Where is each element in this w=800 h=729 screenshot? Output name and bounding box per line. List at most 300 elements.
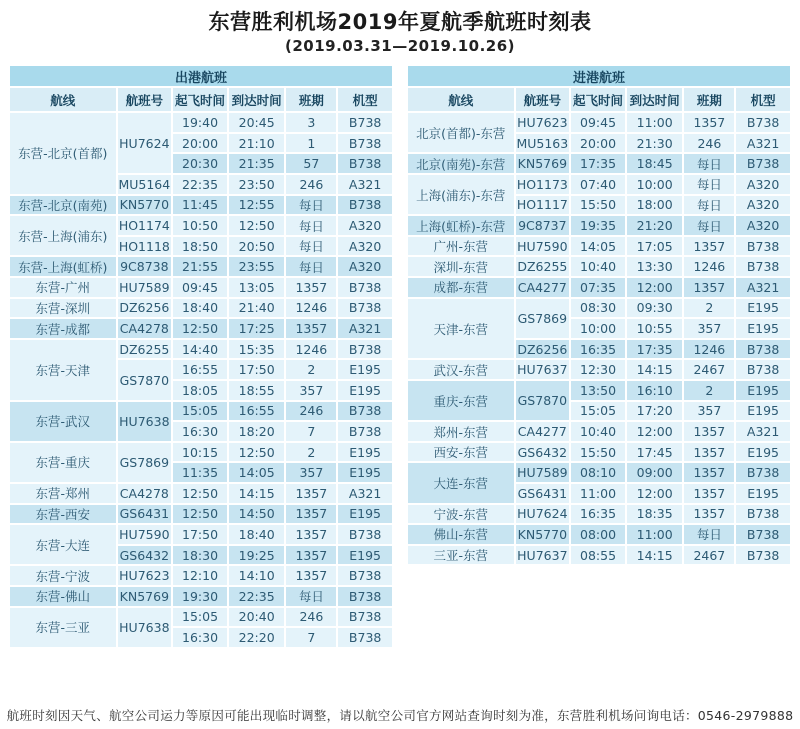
aircraft-type-cell: B738 bbox=[735, 359, 791, 380]
arrival-time-cell: 22:35 bbox=[228, 586, 286, 607]
aircraft-type-cell: E195 bbox=[735, 483, 791, 504]
arrival-time-cell: 12:00 bbox=[626, 421, 684, 442]
flight-no-cell: HU7624 bbox=[515, 504, 571, 525]
aircraft-type-cell: A321 bbox=[735, 133, 791, 154]
aircraft-type-cell: B738 bbox=[337, 133, 393, 154]
frequency-cell: 每日 bbox=[285, 236, 337, 257]
aircraft-type-cell: E195 bbox=[735, 442, 791, 463]
aircraft-type-cell: A320 bbox=[735, 174, 791, 195]
arrival-time-cell: 22:20 bbox=[228, 627, 286, 648]
page-title: 东营胜利机场2019年夏航季航班时刻表 bbox=[208, 10, 592, 34]
arrival-time-cell: 13:30 bbox=[626, 256, 684, 277]
departure-time-cell: 07:35 bbox=[570, 277, 626, 298]
flight-no-cell: HU7589 bbox=[515, 462, 571, 483]
departure-time-cell: 12:50 bbox=[172, 504, 228, 525]
frequency-cell: 2 bbox=[285, 442, 337, 463]
aircraft-type-cell: B738 bbox=[337, 112, 393, 133]
frequency-cell: 1246 bbox=[285, 339, 337, 360]
route-cell: 郑州-东营 bbox=[407, 421, 515, 442]
departure-time-cell: 16:35 bbox=[570, 504, 626, 525]
departure-time-cell: 19:30 bbox=[172, 586, 228, 607]
aircraft-type-cell: B738 bbox=[735, 524, 791, 545]
flight-no-cell: CA4278 bbox=[117, 483, 173, 504]
arrival-time-cell: 17:05 bbox=[626, 236, 684, 257]
arrival-time-cell: 17:35 bbox=[626, 339, 684, 360]
flight-row bbox=[9, 565, 393, 586]
column-header-departure-time: 起飞时间 bbox=[172, 87, 228, 112]
frequency-cell: 7 bbox=[285, 421, 337, 442]
frequency-cell: 1357 bbox=[285, 277, 337, 298]
arrival-time-cell: 12:00 bbox=[626, 483, 684, 504]
flight-no-cell: KN5769 bbox=[117, 586, 173, 607]
aircraft-type-cell: E195 bbox=[337, 545, 393, 566]
frequency-cell: 1357 bbox=[683, 277, 735, 298]
flight-row bbox=[9, 215, 393, 236]
departure-time-cell: 21:55 bbox=[172, 256, 228, 277]
flight-no-cell: GS7869 bbox=[117, 442, 173, 483]
flight-no-cell: HU7638 bbox=[117, 401, 173, 442]
aircraft-type-cell: B738 bbox=[337, 565, 393, 586]
route-cell: 东营-重庆 bbox=[9, 442, 117, 483]
departure-time-cell: 16:35 bbox=[570, 339, 626, 360]
route-cell: 东营-郑州 bbox=[9, 483, 117, 504]
route-cell: 北京(首都)-东营 bbox=[407, 112, 515, 153]
departure-time-cell: 17:35 bbox=[570, 153, 626, 174]
departure-time-cell: 13:50 bbox=[570, 380, 626, 401]
arrival-time-cell: 21:35 bbox=[228, 153, 286, 174]
column-header-route: 航线 bbox=[9, 87, 117, 112]
departure-time-cell: 08:10 bbox=[570, 462, 626, 483]
route-cell: 东营-武汉 bbox=[9, 401, 117, 442]
column-header-aircraft-type: 机型 bbox=[735, 87, 791, 112]
flight-no-cell: GS6431 bbox=[117, 504, 173, 525]
aircraft-type-cell: B738 bbox=[735, 256, 791, 277]
departure-time-cell: 16:30 bbox=[172, 627, 228, 648]
flight-row bbox=[407, 256, 791, 277]
arrival-time-cell: 14:15 bbox=[626, 545, 684, 566]
aircraft-type-cell: B738 bbox=[337, 195, 393, 216]
flight-row bbox=[407, 215, 791, 236]
flight-no-cell: DZ6256 bbox=[515, 339, 571, 360]
aircraft-type-cell: A321 bbox=[735, 277, 791, 298]
frequency-cell: 3 bbox=[285, 112, 337, 133]
route-cell: 佛山-东营 bbox=[407, 524, 515, 545]
flight-no-cell: HU7623 bbox=[117, 565, 173, 586]
aircraft-type-cell: E195 bbox=[337, 359, 393, 380]
route-cell: 东营-北京(首都) bbox=[9, 112, 117, 194]
arrival-time-cell: 19:25 bbox=[228, 545, 286, 566]
flight-row bbox=[9, 256, 393, 277]
column-header-arrival-time: 到达时间 bbox=[228, 87, 286, 112]
column-header-departure-time: 起飞时间 bbox=[570, 87, 626, 112]
flight-no-cell: GS7869 bbox=[515, 298, 571, 339]
frequency-cell: 1357 bbox=[683, 442, 735, 463]
arrival-time-cell: 12:50 bbox=[228, 215, 286, 236]
flight-row bbox=[9, 339, 393, 360]
arrival-time-cell: 17:50 bbox=[228, 359, 286, 380]
arrival-time-cell: 14:15 bbox=[228, 483, 286, 504]
arrival-time-cell: 21:20 bbox=[626, 215, 684, 236]
page-subtitle: (2019.03.31—2019.10.26) bbox=[285, 37, 515, 56]
flight-row bbox=[9, 586, 393, 607]
flight-no-cell: GS7870 bbox=[117, 359, 173, 400]
flight-row bbox=[407, 359, 791, 380]
aircraft-type-cell: A320 bbox=[735, 195, 791, 216]
flight-row bbox=[407, 112, 791, 133]
aircraft-type-cell: B738 bbox=[735, 236, 791, 257]
route-cell: 北京(南苑)-东营 bbox=[407, 153, 515, 174]
aircraft-type-cell: B738 bbox=[337, 401, 393, 422]
column-header-flight-no: 航班号 bbox=[515, 87, 571, 112]
aircraft-type-cell: B738 bbox=[337, 277, 393, 298]
flight-row bbox=[9, 607, 393, 628]
arrival-time-cell: 18:45 bbox=[626, 153, 684, 174]
frequency-cell: 每日 bbox=[683, 195, 735, 216]
departure-time-cell: 20:30 bbox=[172, 153, 228, 174]
aircraft-type-cell: B738 bbox=[337, 153, 393, 174]
frequency-cell: 每日 bbox=[683, 524, 735, 545]
route-cell: 东营-深圳 bbox=[9, 298, 117, 319]
flight-row bbox=[407, 153, 791, 174]
flight-no-cell: HU7623 bbox=[515, 112, 571, 133]
arrival-time-cell: 12:50 bbox=[228, 442, 286, 463]
frequency-cell: 1 bbox=[285, 133, 337, 154]
aircraft-type-cell: E195 bbox=[735, 298, 791, 319]
flight-row bbox=[407, 504, 791, 525]
departure-time-cell: 10:40 bbox=[570, 256, 626, 277]
route-cell: 重庆-东营 bbox=[407, 380, 515, 421]
tables-container bbox=[0, 64, 800, 648]
departure-time-cell: 12:30 bbox=[570, 359, 626, 380]
flight-no-cell: CA4277 bbox=[515, 421, 571, 442]
departure-time-cell: 11:35 bbox=[172, 462, 228, 483]
frequency-cell: 1246 bbox=[683, 256, 735, 277]
flight-no-cell: KN5770 bbox=[515, 524, 571, 545]
departures-table-body bbox=[9, 112, 393, 647]
departure-time-cell: 18:50 bbox=[172, 236, 228, 257]
flight-no-cell: HU7590 bbox=[117, 524, 173, 545]
flight-row bbox=[407, 174, 791, 195]
departure-time-cell: 18:30 bbox=[172, 545, 228, 566]
aircraft-type-cell: A320 bbox=[337, 256, 393, 277]
aircraft-type-cell: E195 bbox=[735, 401, 791, 422]
aircraft-type-cell: B738 bbox=[735, 545, 791, 566]
departures-table-title: 出港航班 bbox=[9, 65, 393, 87]
aircraft-type-cell: B738 bbox=[337, 421, 393, 442]
frequency-cell: 357 bbox=[285, 380, 337, 401]
flight-no-cell: KN5769 bbox=[515, 153, 571, 174]
arrival-time-cell: 17:45 bbox=[626, 442, 684, 463]
frequency-cell: 1357 bbox=[683, 483, 735, 504]
aircraft-type-cell: A320 bbox=[735, 215, 791, 236]
frequency-cell: 7 bbox=[285, 627, 337, 648]
arrival-time-cell: 18:20 bbox=[228, 421, 286, 442]
arrival-time-cell: 18:00 bbox=[626, 195, 684, 216]
aircraft-type-cell: B738 bbox=[337, 627, 393, 648]
flight-no-cell: GS6431 bbox=[515, 483, 571, 504]
aircraft-type-cell: A321 bbox=[337, 483, 393, 504]
departure-time-cell: 09:45 bbox=[570, 112, 626, 133]
flight-no-cell: MU5164 bbox=[117, 174, 173, 195]
aircraft-type-cell: E195 bbox=[735, 380, 791, 401]
route-cell: 东营-上海(浦东) bbox=[9, 215, 117, 256]
route-cell: 上海(浦东)-东营 bbox=[407, 174, 515, 215]
frequency-cell: 246 bbox=[285, 174, 337, 195]
flight-no-cell: CA4278 bbox=[117, 318, 173, 339]
arrival-time-cell: 14:10 bbox=[228, 565, 286, 586]
departure-time-cell: 10:15 bbox=[172, 442, 228, 463]
flight-row bbox=[9, 318, 393, 339]
frequency-cell: 每日 bbox=[683, 174, 735, 195]
frequency-cell: 1357 bbox=[683, 504, 735, 525]
departure-time-cell: 16:55 bbox=[172, 359, 228, 380]
route-cell: 东营-天津 bbox=[9, 339, 117, 401]
flight-no-cell: DZ6255 bbox=[515, 256, 571, 277]
flight-row bbox=[407, 277, 791, 298]
flight-row bbox=[407, 442, 791, 463]
departure-time-cell: 09:45 bbox=[172, 277, 228, 298]
departure-time-cell: 18:40 bbox=[172, 298, 228, 319]
route-cell: 东营-佛山 bbox=[9, 586, 117, 607]
departure-time-cell: 12:50 bbox=[172, 318, 228, 339]
flight-no-cell: HO1174 bbox=[117, 215, 173, 236]
arrival-time-cell: 09:00 bbox=[626, 462, 684, 483]
route-cell: 东营-大连 bbox=[9, 524, 117, 565]
route-cell: 东营-广州 bbox=[9, 277, 117, 298]
aircraft-type-cell: B738 bbox=[735, 504, 791, 525]
frequency-cell: 1357 bbox=[285, 524, 337, 545]
flight-row bbox=[407, 462, 791, 483]
aircraft-type-cell: E195 bbox=[337, 442, 393, 463]
frequency-cell: 1357 bbox=[285, 504, 337, 525]
column-header-route: 航线 bbox=[407, 87, 515, 112]
flight-no-cell: HU7589 bbox=[117, 277, 173, 298]
flight-row bbox=[9, 504, 393, 525]
route-cell: 东营-成都 bbox=[9, 318, 117, 339]
arrival-time-cell: 12:55 bbox=[228, 195, 286, 216]
departure-time-cell: 14:05 bbox=[570, 236, 626, 257]
frequency-cell: 每日 bbox=[285, 256, 337, 277]
aircraft-type-cell: B738 bbox=[337, 607, 393, 628]
departure-time-cell: 11:45 bbox=[172, 195, 228, 216]
flight-no-cell: HU7638 bbox=[117, 607, 173, 648]
frequency-cell: 246 bbox=[285, 401, 337, 422]
frequency-cell: 每日 bbox=[285, 586, 337, 607]
arrival-time-cell: 20:40 bbox=[228, 607, 286, 628]
frequency-cell: 2 bbox=[285, 359, 337, 380]
aircraft-type-cell: E195 bbox=[337, 504, 393, 525]
departure-time-cell: 15:50 bbox=[570, 195, 626, 216]
arrival-time-cell: 20:45 bbox=[228, 112, 286, 133]
footer-note: 航班时刻因天气、航空公司运力等原因可能出现临时调整，请以航空公司官方网站查询时刻为准，东营胜利机场问询电话：0546-2979888 bbox=[6, 708, 794, 723]
aircraft-type-cell: A321 bbox=[337, 318, 393, 339]
aircraft-type-cell: B738 bbox=[735, 153, 791, 174]
arrival-time-cell: 17:20 bbox=[626, 401, 684, 422]
frequency-cell: 1357 bbox=[683, 462, 735, 483]
departure-time-cell: 15:05 bbox=[172, 401, 228, 422]
arrival-time-cell: 14:50 bbox=[228, 504, 286, 525]
departure-time-cell: 10:40 bbox=[570, 421, 626, 442]
departure-time-cell: 18:05 bbox=[172, 380, 228, 401]
departure-time-cell: 12:10 bbox=[172, 565, 228, 586]
departure-time-cell: 07:40 bbox=[570, 174, 626, 195]
route-cell: 广州-东营 bbox=[407, 236, 515, 257]
frequency-cell: 1357 bbox=[285, 565, 337, 586]
aircraft-type-cell: A321 bbox=[337, 174, 393, 195]
departure-time-cell: 22:35 bbox=[172, 174, 228, 195]
flight-row bbox=[9, 483, 393, 504]
departures-table bbox=[8, 64, 394, 648]
departure-time-cell: 19:35 bbox=[570, 215, 626, 236]
arrival-time-cell: 12:00 bbox=[626, 277, 684, 298]
frequency-cell: 1357 bbox=[285, 318, 337, 339]
departure-time-cell: 08:55 bbox=[570, 545, 626, 566]
arrival-time-cell: 20:50 bbox=[228, 236, 286, 257]
frequency-cell: 2467 bbox=[683, 359, 735, 380]
departure-time-cell: 16:30 bbox=[172, 421, 228, 442]
flight-row bbox=[407, 524, 791, 545]
departure-time-cell: 15:05 bbox=[172, 607, 228, 628]
flight-no-cell: HU7637 bbox=[515, 545, 571, 566]
arrival-time-cell: 10:00 bbox=[626, 174, 684, 195]
column-header-aircraft-type: 机型 bbox=[337, 87, 393, 112]
arrivals-table bbox=[406, 64, 792, 566]
arrival-time-cell: 23:50 bbox=[228, 174, 286, 195]
frequency-cell: 1357 bbox=[285, 545, 337, 566]
arrival-time-cell: 11:00 bbox=[626, 524, 684, 545]
departure-time-cell: 10:50 bbox=[172, 215, 228, 236]
frequency-cell: 1246 bbox=[683, 339, 735, 360]
arrival-time-cell: 13:05 bbox=[228, 277, 286, 298]
flight-no-cell: HO1118 bbox=[117, 236, 173, 257]
frequency-cell: 2 bbox=[683, 298, 735, 319]
flight-no-cell: GS6432 bbox=[117, 545, 173, 566]
flight-row bbox=[407, 421, 791, 442]
frequency-cell: 每日 bbox=[683, 153, 735, 174]
frequency-cell: 1357 bbox=[683, 236, 735, 257]
flight-no-cell: HO1173 bbox=[515, 174, 571, 195]
frequency-cell: 357 bbox=[285, 462, 337, 483]
frequency-cell: 1357 bbox=[683, 112, 735, 133]
route-cell: 东营-上海(虹桥) bbox=[9, 256, 117, 277]
arrivals-table-body bbox=[407, 112, 791, 565]
arrival-time-cell: 16:10 bbox=[626, 380, 684, 401]
departure-time-cell: 19:40 bbox=[172, 112, 228, 133]
route-cell: 宁波-东营 bbox=[407, 504, 515, 525]
arrival-time-cell: 18:40 bbox=[228, 524, 286, 545]
flight-no-cell: HU7590 bbox=[515, 236, 571, 257]
flight-no-cell: GS6432 bbox=[515, 442, 571, 463]
aircraft-type-cell: A321 bbox=[735, 421, 791, 442]
column-header-frequency: 班期 bbox=[683, 87, 735, 112]
arrival-time-cell: 10:55 bbox=[626, 318, 684, 339]
frequency-cell: 1357 bbox=[683, 421, 735, 442]
aircraft-type-cell: B738 bbox=[735, 112, 791, 133]
flight-row bbox=[407, 545, 791, 566]
departure-time-cell: 17:50 bbox=[172, 524, 228, 545]
flight-no-cell: HU7637 bbox=[515, 359, 571, 380]
aircraft-type-cell: A320 bbox=[337, 215, 393, 236]
flight-row bbox=[9, 298, 393, 319]
route-cell: 东营-北京(南苑) bbox=[9, 195, 117, 216]
arrival-time-cell: 14:15 bbox=[626, 359, 684, 380]
route-cell: 东营-宁波 bbox=[9, 565, 117, 586]
flight-row bbox=[9, 277, 393, 298]
frequency-cell: 246 bbox=[285, 607, 337, 628]
departure-time-cell: 08:00 bbox=[570, 524, 626, 545]
flight-no-cell: GS7870 bbox=[515, 380, 571, 421]
route-cell: 深圳-东营 bbox=[407, 256, 515, 277]
route-cell: 上海(虹桥)-东营 bbox=[407, 215, 515, 236]
departure-time-cell: 08:30 bbox=[570, 298, 626, 319]
flight-row bbox=[9, 442, 393, 463]
arrival-time-cell: 14:05 bbox=[228, 462, 286, 483]
flight-no-cell: MU5163 bbox=[515, 133, 571, 154]
aircraft-type-cell: E195 bbox=[337, 462, 393, 483]
arrival-time-cell: 18:55 bbox=[228, 380, 286, 401]
flight-row bbox=[407, 236, 791, 257]
departure-time-cell: 20:00 bbox=[570, 133, 626, 154]
frequency-cell: 每日 bbox=[285, 195, 337, 216]
flight-row bbox=[9, 524, 393, 545]
frequency-cell: 1246 bbox=[285, 298, 337, 319]
departure-time-cell: 14:40 bbox=[172, 339, 228, 360]
route-cell: 大连-东营 bbox=[407, 462, 515, 503]
aircraft-type-cell: B738 bbox=[735, 339, 791, 360]
arrival-time-cell: 21:30 bbox=[626, 133, 684, 154]
frequency-cell: 357 bbox=[683, 401, 735, 422]
frequency-cell: 357 bbox=[683, 318, 735, 339]
route-cell: 东营-三亚 bbox=[9, 607, 117, 648]
departure-time-cell: 10:00 bbox=[570, 318, 626, 339]
flight-no-cell: HU7624 bbox=[117, 112, 173, 174]
flight-no-cell: 9C8737 bbox=[515, 215, 571, 236]
arrival-time-cell: 11:00 bbox=[626, 112, 684, 133]
route-cell: 东营-西安 bbox=[9, 504, 117, 525]
flight-no-cell: CA4277 bbox=[515, 277, 571, 298]
route-cell: 天津-东营 bbox=[407, 298, 515, 360]
arrival-time-cell: 17:25 bbox=[228, 318, 286, 339]
aircraft-type-cell: B738 bbox=[337, 586, 393, 607]
arrival-time-cell: 09:30 bbox=[626, 298, 684, 319]
aircraft-type-cell: E195 bbox=[735, 318, 791, 339]
column-header-arrival-time: 到达时间 bbox=[626, 87, 684, 112]
frequency-cell: 2 bbox=[683, 380, 735, 401]
arrival-time-cell: 23:55 bbox=[228, 256, 286, 277]
flight-row bbox=[9, 112, 393, 133]
arrival-time-cell: 16:55 bbox=[228, 401, 286, 422]
column-header-flight-no: 航班号 bbox=[117, 87, 173, 112]
arrival-time-cell: 21:40 bbox=[228, 298, 286, 319]
departure-time-cell: 15:50 bbox=[570, 442, 626, 463]
frequency-cell: 每日 bbox=[285, 215, 337, 236]
arrivals-table-title: 进港航班 bbox=[407, 65, 791, 87]
departure-time-cell: 11:00 bbox=[570, 483, 626, 504]
frequency-cell: 2467 bbox=[683, 545, 735, 566]
flight-row bbox=[9, 401, 393, 422]
departure-time-cell: 15:05 bbox=[570, 401, 626, 422]
aircraft-type-cell: B738 bbox=[735, 462, 791, 483]
arrival-time-cell: 18:35 bbox=[626, 504, 684, 525]
route-cell: 西安-东营 bbox=[407, 442, 515, 463]
route-cell: 成都-东营 bbox=[407, 277, 515, 298]
flight-row bbox=[407, 298, 791, 319]
route-cell: 三亚-东营 bbox=[407, 545, 515, 566]
flight-no-cell: KN5770 bbox=[117, 195, 173, 216]
flight-no-cell: HO1117 bbox=[515, 195, 571, 216]
column-header-frequency: 班期 bbox=[285, 87, 337, 112]
aircraft-type-cell: B738 bbox=[337, 524, 393, 545]
